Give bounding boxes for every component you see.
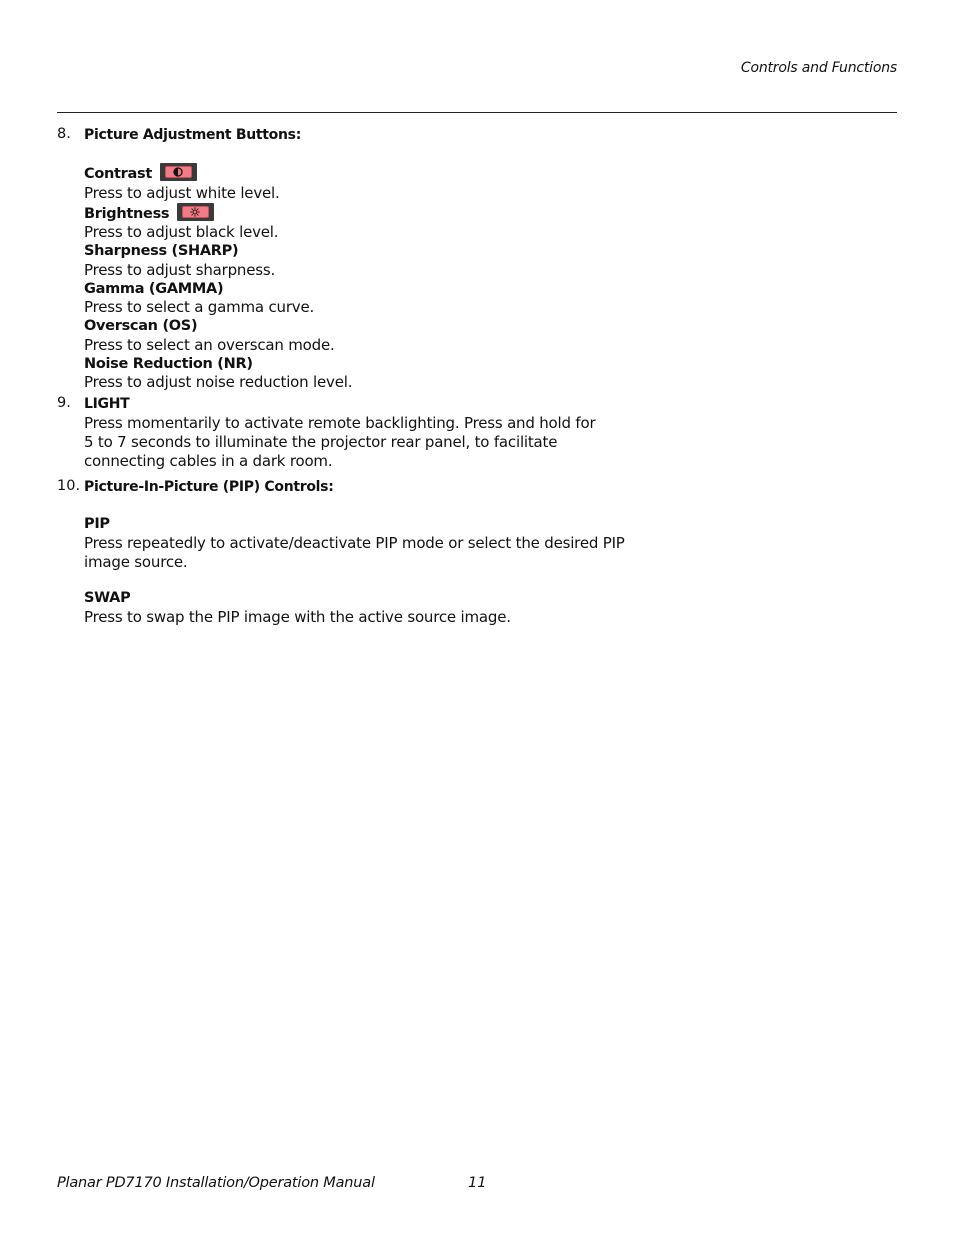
- subitem-desc: Press to adjust sharpness.: [84, 260, 276, 279]
- subitem-desc-line: Press repeatedly to activate/deactivate PIP mode or select the desired PIP: [84, 533, 625, 552]
- running-header: Controls and Functions: [740, 60, 897, 76]
- subitem-desc: Press to select an overscan mode.: [84, 335, 335, 354]
- item-desc-line: 5 to 7 seconds to illuminate the projector rear panel, to facilitate: [84, 432, 558, 451]
- item-number: 9.: [57, 395, 71, 411]
- subitem-desc-line: image source.: [84, 552, 188, 571]
- contrast-icon: [173, 167, 183, 177]
- subitem-desc: Press to adjust noise reduction level.: [84, 373, 353, 392]
- item-body: [84, 478, 724, 627]
- subitem-title-overscan: Overscan (OS): [84, 318, 198, 334]
- contrast-button: [160, 163, 197, 181]
- subitem-title-sharpness: Sharpness (SHARP): [84, 243, 239, 259]
- page-number: 11: [468, 1175, 487, 1191]
- item-body: [84, 395, 704, 470]
- brightness-button: [177, 203, 214, 221]
- subitem-desc-line: Press to swap the PIP image with the active source image.: [84, 608, 511, 626]
- subitem-desc: Press to adjust white level.: [84, 183, 280, 202]
- item-title: LIGHT: [84, 396, 130, 412]
- subitem-title-gamma: Gamma (GAMMA): [84, 280, 224, 297]
- subitem-title-swap: SWAP: [84, 590, 131, 607]
- footer-manual-title: Planar PD7170 Installation/Operation Manual: [57, 1175, 375, 1191]
- header-rule: [57, 112, 897, 113]
- item-number: 10.: [57, 478, 81, 494]
- subitem-title-brightness: Brightness: [84, 203, 704, 224]
- subitem-title-pip: PIP: [84, 516, 110, 532]
- item-body: [84, 126, 704, 392]
- item-title: Picture Adjustment Buttons:: [84, 127, 301, 143]
- item-title: Picture-In-Picture (PIP) Controls:: [84, 479, 334, 495]
- subitem-title-noise-reduction: Noise Reduction (NR): [84, 355, 253, 372]
- item-number: 8.: [57, 126, 71, 142]
- subitem-title-contrast: Contrast: [84, 163, 704, 184]
- subitem-desc: Press to select a gamma curve.: [84, 298, 315, 317]
- brightness-icon: [190, 207, 200, 217]
- item-desc-line: Press momentarily to activate remote backlighting. Press and hold for: [84, 414, 596, 432]
- subitem-desc: Press to adjust black level.: [84, 223, 279, 242]
- item-desc-line: connecting cables in a dark room.: [84, 451, 333, 470]
